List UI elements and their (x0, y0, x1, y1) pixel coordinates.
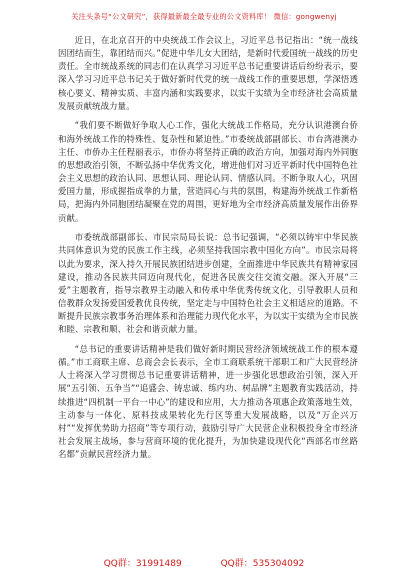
paragraph-3: 市委统战部副部长、市民宗局局长说：总书记强调，“必须以铸牢中华民族共同体意识为党的民族工作主线，必须坚持我国宗教中国化方向”。市民宗局将以此为要求，深入持久开展民族团结进步创建，全面推进中华民族共有精神家园建设，推动各民族共同迈向现代化，促进各民族交往交流交融。深入开展“三爱”主题教育，指导宗教界主动融入和传承中华优秀传统文化，引导教职人员和信教群众发扬爱国爱教优良传统，坚定走与中国特色社会主义相适应的道路。不断提升民族宗教事务治理体系和治理能力现代化水平，为以实干实绩为全市民族和睦、宗教和顺、社会和谐贡献力量。 (58, 232, 358, 335)
article-body (58, 34, 358, 468)
footer-contact (0, 556, 408, 569)
promo-banner: 关注头条号“公文研究”，获得最新最全最专业的公文资料库！ 微信：gongwenyj (71, 12, 337, 21)
paragraph-4: “总书记的重要讲话精神是我们做好新时期民营经济领域统战工作的根本遵循。”市工商联主席、总商会会长表示，全市工商联系统干部职工和广大民营经济人士将深入学习贯彻总书记重要讲话精神，进一步强化思想政治引领，深入开展“五引领、五争当”“追盛会、铸忠诚、练内功、树品牌”主题教育实践活动，持续推进“四机制一平台一中心”的建设和应用，大力推动各项惠企政策落地生效，主动参与一体化、原料技成果转化先行区等重大发展战略，以及“万企兴万村”“发挥优势助力招商”等专项行动，鼓励引导广大民营企业积极投身全市经济社会发展主战场，参与营商环境的优化提升，为加快建设现代化“西部名市丝路名都”贡献民营经济力量。 (58, 343, 358, 460)
paragraph-1: 近日，在北京召开的中央统战工作会议上，习近平总书记指出：“统一战线因团结而生，靠团结而兴。”促进中华儿女大团结，是新时代爱国统一战线的历史责任。全市统战系统的同志们在认真学习习近平总书记重要讲话后纷纷表示，要深入学习习近平总书记关于做好新时代党的统一战线工作的重要思想，学深悟透核心要义、精神实质、丰富内涵和实践要求，以实干实绩为全市经济社会高质量发展贡献统战力量。 (58, 35, 358, 111)
paragraph-2: “我们要不断做好争取人心工作，强化大统战工作格局，充分认识港澳台侨和海外统战工作的特殊性、复杂性和紧迫性。”市委统战部副部长、市台湾港澳办主任、市侨办主任程丽表示，市侨办将坚持正确的政治方向，加强对海内外同胞的思想政治引领，不断弘扬中华优秀文化，增进他们对习近平新时代中国特色社会主义思想的政治认同、思想认同、理论认同、情感认同。不断争取人心，巩固爱国力量，形成握指成拳的力量，营造同心与共的氛围，构建海外统战工作新格局，把海内外同胞团结凝聚在党的周围，更好地为全市经济高质量发展作出侨界贡献。 (58, 120, 358, 223)
qq-group-2: QQ群：535304092 (220, 559, 305, 569)
qq-group-1: QQ群：31991489 (103, 559, 182, 569)
